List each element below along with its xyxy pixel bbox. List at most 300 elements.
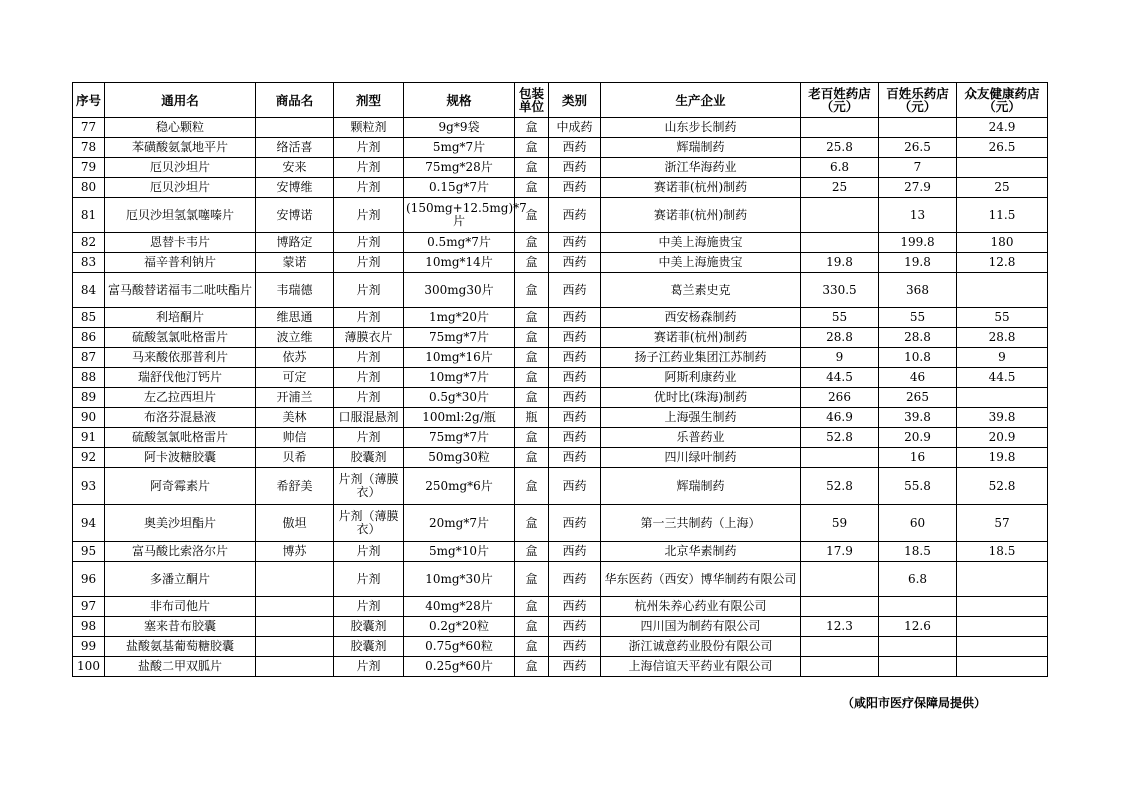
manufacturer-cell: 上海信谊天平药业有限公司: [601, 657, 801, 677]
category-cell: 西药: [549, 348, 601, 368]
category-cell: 西药: [549, 637, 601, 657]
table-row: [73, 617, 1048, 637]
brand-name-cell: [256, 637, 334, 657]
specification-cell: 10mg*30片: [404, 562, 515, 597]
category-cell: 西药: [549, 368, 601, 388]
generic-name-cell: 苯磺酸氨氯地平片: [105, 138, 256, 158]
price-zhongyou-cell: [957, 273, 1048, 308]
row-number-cell: 99: [73, 637, 105, 657]
dosage-form-cell: 片剂（薄膜衣）: [334, 468, 404, 505]
package-unit-cell: 盒: [515, 542, 549, 562]
category-cell: 西药: [549, 505, 601, 542]
table-row: [73, 428, 1048, 448]
table-row: [73, 542, 1048, 562]
package-unit-cell: 盒: [515, 428, 549, 448]
package-unit-cell: 盒: [515, 328, 549, 348]
dosage-form-cell: 片剂: [334, 158, 404, 178]
row-number-cell: 97: [73, 597, 105, 617]
category-cell: 西药: [549, 542, 601, 562]
header-cell: 剂型: [334, 83, 404, 118]
price-zhongyou-cell: [957, 158, 1048, 178]
header-cell: 百姓乐药店（元）: [879, 83, 957, 118]
package-unit-cell: 盒: [515, 388, 549, 408]
dosage-form-cell: 胶囊剂: [334, 637, 404, 657]
drug-price-table: [72, 82, 1048, 677]
row-number-cell: 77: [73, 118, 105, 138]
brand-name-cell: 安来: [256, 158, 334, 178]
table-row: [73, 178, 1048, 198]
price-laobaixing-cell: 44.5: [801, 368, 879, 388]
package-unit-cell: 盒: [515, 233, 549, 253]
generic-name-cell: 厄贝沙坦片: [105, 158, 256, 178]
manufacturer-cell: 四川绿叶制药: [601, 448, 801, 468]
package-unit-cell: 盒: [515, 138, 549, 158]
price-laobaixing-cell: 46.9: [801, 408, 879, 428]
table-row: [73, 597, 1048, 617]
brand-name-cell: 可定: [256, 368, 334, 388]
price-zhongyou-cell: 28.8: [957, 328, 1048, 348]
dosage-form-cell: 口服混悬剂: [334, 408, 404, 428]
specification-cell: 250mg*6片: [404, 468, 515, 505]
generic-name-cell: 马来酸依那普利片: [105, 348, 256, 368]
table-row: [73, 388, 1048, 408]
brand-name-cell: 傲坦: [256, 505, 334, 542]
specification-cell: 5mg*7片: [404, 138, 515, 158]
generic-name-cell: 盐酸二甲双胍片: [105, 657, 256, 677]
category-cell: 西药: [549, 308, 601, 328]
price-laobaixing-cell: 55: [801, 308, 879, 328]
brand-name-cell: [256, 562, 334, 597]
brand-name-cell: 帅信: [256, 428, 334, 448]
price-baixingle-cell: [879, 637, 957, 657]
manufacturer-cell: 赛诺菲(杭州)制药: [601, 198, 801, 233]
row-number-cell: 87: [73, 348, 105, 368]
row-number-cell: 95: [73, 542, 105, 562]
category-cell: 西药: [549, 138, 601, 158]
dosage-form-cell: 片剂: [334, 542, 404, 562]
dosage-form-cell: 片剂: [334, 198, 404, 233]
manufacturer-cell: 中美上海施贵宝: [601, 233, 801, 253]
price-laobaixing-cell: 12.3: [801, 617, 879, 637]
price-baixingle-cell: 6.8: [879, 562, 957, 597]
price-laobaixing-cell: [801, 657, 879, 677]
table-row: [73, 158, 1048, 178]
price-baixingle-cell: 12.6: [879, 617, 957, 637]
price-laobaixing-cell: 59: [801, 505, 879, 542]
price-baixingle-cell: [879, 657, 957, 677]
category-cell: 西药: [549, 388, 601, 408]
generic-name-cell: 富马酸替诺福韦二吡呋酯片: [105, 273, 256, 308]
row-number-cell: 83: [73, 253, 105, 273]
manufacturer-cell: 赛诺菲(杭州)制药: [601, 328, 801, 348]
package-unit-cell: 盒: [515, 617, 549, 637]
price-zhongyou-cell: 24.9: [957, 118, 1048, 138]
table-row: [73, 118, 1048, 138]
manufacturer-cell: 乐普药业: [601, 428, 801, 448]
row-number-cell: 98: [73, 617, 105, 637]
price-laobaixing-cell: 25: [801, 178, 879, 198]
row-number-cell: 94: [73, 505, 105, 542]
manufacturer-cell: 第一三共制药（上海）: [601, 505, 801, 542]
price-baixingle-cell: 39.8: [879, 408, 957, 428]
manufacturer-cell: 辉瑞制药: [601, 468, 801, 505]
dosage-form-cell: 片剂: [334, 253, 404, 273]
category-cell: 西药: [549, 273, 601, 308]
generic-name-cell: 福辛普利钠片: [105, 253, 256, 273]
manufacturer-cell: 赛诺菲(杭州)制药: [601, 178, 801, 198]
dosage-form-cell: 片剂（薄膜衣）: [334, 505, 404, 542]
price-laobaixing-cell: 28.8: [801, 328, 879, 348]
table-row: [73, 138, 1048, 158]
dosage-form-cell: 片剂: [334, 273, 404, 308]
brand-name-cell: 蒙诺: [256, 253, 334, 273]
category-cell: 中成药: [549, 118, 601, 138]
price-baixingle-cell: 60: [879, 505, 957, 542]
package-unit-cell: 盒: [515, 562, 549, 597]
price-laobaixing-cell: 6.8: [801, 158, 879, 178]
category-cell: 西药: [549, 597, 601, 617]
brand-name-cell: 安博诺: [256, 198, 334, 233]
package-unit-cell: 盒: [515, 253, 549, 273]
brand-name-cell: 贝希: [256, 448, 334, 468]
price-laobaixing-cell: 9: [801, 348, 879, 368]
manufacturer-cell: 华东医药（西安）博华制药有限公司: [601, 562, 801, 597]
specification-cell: 9g*9袋: [404, 118, 515, 138]
dosage-form-cell: 片剂: [334, 348, 404, 368]
specification-cell: 10mg*14片: [404, 253, 515, 273]
row-number-cell: 80: [73, 178, 105, 198]
price-baixingle-cell: 28.8: [879, 328, 957, 348]
price-zhongyou-cell: 12.8: [957, 253, 1048, 273]
price-zhongyou-cell: 44.5: [957, 368, 1048, 388]
brand-name-cell: 美林: [256, 408, 334, 428]
table-row: [73, 253, 1048, 273]
category-cell: 西药: [549, 233, 601, 253]
manufacturer-cell: 四川国为制药有限公司: [601, 617, 801, 637]
price-zhongyou-cell: [957, 657, 1048, 677]
row-number-cell: 92: [73, 448, 105, 468]
specification-cell: 75mg*7片: [404, 428, 515, 448]
category-cell: 西药: [549, 328, 601, 348]
header-cell: 序号: [73, 83, 105, 118]
package-unit-cell: 盒: [515, 637, 549, 657]
brand-name-cell: [256, 657, 334, 677]
price-zhongyou-cell: [957, 617, 1048, 637]
dosage-form-cell: 颗粒剂: [334, 118, 404, 138]
manufacturer-cell: 北京华素制药: [601, 542, 801, 562]
brand-name-cell: [256, 118, 334, 138]
row-number-cell: 90: [73, 408, 105, 428]
category-cell: 西药: [549, 158, 601, 178]
specification-cell: (150mg+12.5mg)*7片: [404, 198, 515, 233]
table-row: [73, 328, 1048, 348]
generic-name-cell: 奥美沙坦酯片: [105, 505, 256, 542]
price-baixingle-cell: 265: [879, 388, 957, 408]
manufacturer-cell: 葛兰素史克: [601, 273, 801, 308]
header-row: [73, 83, 1048, 118]
price-baixingle-cell: 26.5: [879, 138, 957, 158]
price-baixingle-cell: 46: [879, 368, 957, 388]
package-unit-cell: 盒: [515, 505, 549, 542]
dosage-form-cell: 片剂: [334, 388, 404, 408]
specification-cell: 75mg*7片: [404, 328, 515, 348]
row-number-cell: 89: [73, 388, 105, 408]
specification-cell: 300mg30片: [404, 273, 515, 308]
row-number-cell: 79: [73, 158, 105, 178]
row-number-cell: 91: [73, 428, 105, 448]
brand-name-cell: 韦瑞德: [256, 273, 334, 308]
brand-name-cell: 络活喜: [256, 138, 334, 158]
price-laobaixing-cell: 266: [801, 388, 879, 408]
header-cell: 老百姓药店（元）: [801, 83, 879, 118]
generic-name-cell: 瑞舒伐他汀钙片: [105, 368, 256, 388]
category-cell: 西药: [549, 408, 601, 428]
table-row: [73, 637, 1048, 657]
manufacturer-cell: 扬子江药业集团江苏制药: [601, 348, 801, 368]
price-baixingle-cell: 20.9: [879, 428, 957, 448]
price-baixingle-cell: 368: [879, 273, 957, 308]
row-number-cell: 93: [73, 468, 105, 505]
package-unit-cell: 盒: [515, 308, 549, 328]
brand-name-cell: 依苏: [256, 348, 334, 368]
specification-cell: 1mg*20片: [404, 308, 515, 328]
price-laobaixing-cell: 25.8: [801, 138, 879, 158]
manufacturer-cell: 中美上海施贵宝: [601, 253, 801, 273]
category-cell: 西药: [549, 428, 601, 448]
generic-name-cell: 硫酸氢氯吡格雷片: [105, 428, 256, 448]
table-row: [73, 657, 1048, 677]
price-laobaixing-cell: 17.9: [801, 542, 879, 562]
price-zhongyou-cell: [957, 597, 1048, 617]
brand-name-cell: 波立维: [256, 328, 334, 348]
specification-cell: 10mg*16片: [404, 348, 515, 368]
price-zhongyou-cell: 52.8: [957, 468, 1048, 505]
price-zhongyou-cell: 20.9: [957, 428, 1048, 448]
price-laobaixing-cell: 52.8: [801, 428, 879, 448]
price-zhongyou-cell: 26.5: [957, 138, 1048, 158]
dosage-form-cell: 片剂: [334, 178, 404, 198]
price-laobaixing-cell: [801, 562, 879, 597]
specification-cell: 5mg*10片: [404, 542, 515, 562]
dosage-form-cell: 片剂: [334, 233, 404, 253]
price-zhongyou-cell: [957, 562, 1048, 597]
row-number-cell: 86: [73, 328, 105, 348]
manufacturer-cell: 浙江诚意药业股份有限公司: [601, 637, 801, 657]
manufacturer-cell: 浙江华海药业: [601, 158, 801, 178]
table-row: [73, 308, 1048, 328]
manufacturer-cell: 西安杨森制药: [601, 308, 801, 328]
generic-name-cell: 恩替卡韦片: [105, 233, 256, 253]
brand-name-cell: 安博维: [256, 178, 334, 198]
price-laobaixing-cell: 52.8: [801, 468, 879, 505]
generic-name-cell: 硫酸氢氯吡格雷片: [105, 328, 256, 348]
brand-name-cell: [256, 617, 334, 637]
price-zhongyou-cell: [957, 637, 1048, 657]
generic-name-cell: 左乙拉西坦片: [105, 388, 256, 408]
brand-name-cell: 维思通: [256, 308, 334, 328]
generic-name-cell: 塞来昔布胶囊: [105, 617, 256, 637]
brand-name-cell: 开浦兰: [256, 388, 334, 408]
dosage-form-cell: 片剂: [334, 138, 404, 158]
price-laobaixing-cell: [801, 597, 879, 617]
manufacturer-cell: 杭州朱养心药业有限公司: [601, 597, 801, 617]
generic-name-cell: 盐酸氨基葡萄糖胶囊: [105, 637, 256, 657]
row-number-cell: 85: [73, 308, 105, 328]
price-baixingle-cell: 55.8: [879, 468, 957, 505]
specification-cell: 100ml:2g/瓶: [404, 408, 515, 428]
specification-cell: 50mg30粒: [404, 448, 515, 468]
specification-cell: 20mg*7片: [404, 505, 515, 542]
table-row: [73, 348, 1048, 368]
generic-name-cell: 阿奇霉素片: [105, 468, 256, 505]
table-row: [73, 468, 1048, 505]
package-unit-cell: 盒: [515, 657, 549, 677]
generic-name-cell: 富马酸比索洛尔片: [105, 542, 256, 562]
header-cell: 众友健康药店（元）: [957, 83, 1048, 118]
specification-cell: 0.5mg*7片: [404, 233, 515, 253]
price-laobaixing-cell: [801, 118, 879, 138]
manufacturer-cell: 山东步长制药: [601, 118, 801, 138]
generic-name-cell: 厄贝沙坦片: [105, 178, 256, 198]
manufacturer-cell: 优时比(珠海)制药: [601, 388, 801, 408]
package-unit-cell: 盒: [515, 597, 549, 617]
table-row: [73, 505, 1048, 542]
package-unit-cell: 盒: [515, 468, 549, 505]
brand-name-cell: 博路定: [256, 233, 334, 253]
specification-cell: 0.75g*60粒: [404, 637, 515, 657]
category-cell: 西药: [549, 562, 601, 597]
generic-name-cell: 布洛芬混悬液: [105, 408, 256, 428]
price-baixingle-cell: 55: [879, 308, 957, 328]
dosage-form-cell: 片剂: [334, 657, 404, 677]
price-baixingle-cell: 7: [879, 158, 957, 178]
dosage-form-cell: 胶囊剂: [334, 448, 404, 468]
package-unit-cell: 盒: [515, 178, 549, 198]
price-baixingle-cell: 199.8: [879, 233, 957, 253]
price-zhongyou-cell: 9: [957, 348, 1048, 368]
specification-cell: 10mg*7片: [404, 368, 515, 388]
price-baixingle-cell: 27.9: [879, 178, 957, 198]
header-cell: 通用名: [105, 83, 256, 118]
dosage-form-cell: 片剂: [334, 428, 404, 448]
row-number-cell: 100: [73, 657, 105, 677]
header-cell: 规格: [404, 83, 515, 118]
price-baixingle-cell: 18.5: [879, 542, 957, 562]
package-unit-cell: 盒: [515, 368, 549, 388]
price-laobaixing-cell: 330.5: [801, 273, 879, 308]
price-zhongyou-cell: 25: [957, 178, 1048, 198]
package-unit-cell: 盒: [515, 198, 549, 233]
table-row: [73, 233, 1048, 253]
package-unit-cell: 盒: [515, 273, 549, 308]
row-number-cell: 81: [73, 198, 105, 233]
price-baixingle-cell: 10.8: [879, 348, 957, 368]
specification-cell: 0.25g*60片: [404, 657, 515, 677]
table-row: [73, 408, 1048, 428]
row-number-cell: 88: [73, 368, 105, 388]
package-unit-cell: 瓶: [515, 408, 549, 428]
header-cell: 生产企业: [601, 83, 801, 118]
dosage-form-cell: 片剂: [334, 368, 404, 388]
category-cell: 西药: [549, 617, 601, 637]
brand-name-cell: 希舒美: [256, 468, 334, 505]
price-zhongyou-cell: 19.8: [957, 448, 1048, 468]
price-zhongyou-cell: 11.5: [957, 198, 1048, 233]
specification-cell: 0.2g*20粒: [404, 617, 515, 637]
price-zhongyou-cell: 18.5: [957, 542, 1048, 562]
table-row: [73, 562, 1048, 597]
generic-name-cell: 利培酮片: [105, 308, 256, 328]
price-baixingle-cell: [879, 118, 957, 138]
price-laobaixing-cell: 19.8: [801, 253, 879, 273]
price-laobaixing-cell: [801, 637, 879, 657]
package-unit-cell: 盒: [515, 448, 549, 468]
specification-cell: 0.5g*30片: [404, 388, 515, 408]
category-cell: 西药: [549, 178, 601, 198]
row-number-cell: 96: [73, 562, 105, 597]
package-unit-cell: 盒: [515, 158, 549, 178]
generic-name-cell: 非布司他片: [105, 597, 256, 617]
category-cell: 西药: [549, 448, 601, 468]
category-cell: 西药: [549, 253, 601, 273]
price-baixingle-cell: [879, 597, 957, 617]
price-zhongyou-cell: [957, 388, 1048, 408]
price-zhongyou-cell: 55: [957, 308, 1048, 328]
price-laobaixing-cell: [801, 198, 879, 233]
generic-name-cell: 阿卡波糖胶囊: [105, 448, 256, 468]
package-unit-cell: 盒: [515, 118, 549, 138]
manufacturer-cell: 阿斯利康药业: [601, 368, 801, 388]
dosage-form-cell: 片剂: [334, 562, 404, 597]
dosage-form-cell: 薄膜衣片: [334, 328, 404, 348]
category-cell: 西药: [549, 468, 601, 505]
dosage-form-cell: 胶囊剂: [334, 617, 404, 637]
dosage-form-cell: 片剂: [334, 597, 404, 617]
specification-cell: 75mg*28片: [404, 158, 515, 178]
manufacturer-cell: 上海强生制药: [601, 408, 801, 428]
table-body: [73, 118, 1048, 677]
header-cell: 商品名: [256, 83, 334, 118]
table-row: [73, 198, 1048, 233]
price-laobaixing-cell: [801, 448, 879, 468]
price-zhongyou-cell: 180: [957, 233, 1048, 253]
price-baixingle-cell: 16: [879, 448, 957, 468]
specification-cell: 0.15g*7片: [404, 178, 515, 198]
price-baixingle-cell: 19.8: [879, 253, 957, 273]
table-row: [73, 273, 1048, 308]
source-footnote: （咸阳市医疗保障局提供）: [842, 696, 987, 710]
row-number-cell: 84: [73, 273, 105, 308]
header-cell: 类别: [549, 83, 601, 118]
category-cell: 西药: [549, 198, 601, 233]
manufacturer-cell: 辉瑞制药: [601, 138, 801, 158]
header-cell: 包装单位: [515, 83, 549, 118]
price-baixingle-cell: 13: [879, 198, 957, 233]
table-row: [73, 448, 1048, 468]
package-unit-cell: 盒: [515, 348, 549, 368]
table-row: [73, 368, 1048, 388]
row-number-cell: 78: [73, 138, 105, 158]
price-zhongyou-cell: 57: [957, 505, 1048, 542]
price-laobaixing-cell: [801, 233, 879, 253]
dosage-form-cell: 片剂: [334, 308, 404, 328]
specification-cell: 40mg*28片: [404, 597, 515, 617]
price-zhongyou-cell: 39.8: [957, 408, 1048, 428]
generic-name-cell: 稳心颗粒: [105, 118, 256, 138]
generic-name-cell: 多潘立酮片: [105, 562, 256, 597]
brand-name-cell: 博苏: [256, 542, 334, 562]
generic-name-cell: 厄贝沙坦氢氯噻嗪片: [105, 198, 256, 233]
